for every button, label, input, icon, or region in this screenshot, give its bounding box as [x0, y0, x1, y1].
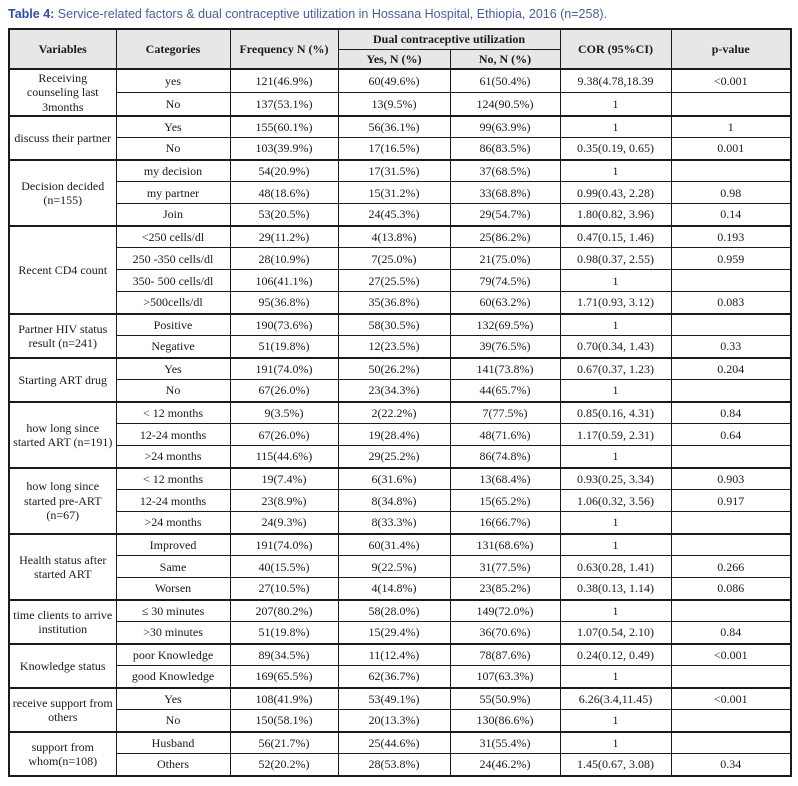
cor-cell: 1 [560, 160, 671, 182]
frequency-cell: 95(36.8%) [230, 292, 338, 314]
frequency-cell: 28(10.9%) [230, 248, 338, 270]
frequency-cell: 53(20.5%) [230, 204, 338, 226]
cor-cell: 1 [560, 92, 671, 115]
variable-cell: Receiving counseling last 3months [9, 69, 116, 115]
category-cell: No [116, 710, 230, 732]
variable-cell: Starting ART drug [9, 358, 116, 402]
category-cell: >500cells/dl [116, 292, 230, 314]
category-cell: 250 -350 cells/dl [116, 248, 230, 270]
category-cell: < 12 months [116, 402, 230, 424]
pvalue-cell [671, 314, 791, 336]
yes-cell: 13(9.5%) [338, 92, 450, 115]
yes-cell: 23(34.3%) [338, 380, 450, 402]
variable-cell: support from whom(n=108) [9, 732, 116, 776]
no-cell: 21(75.0%) [450, 248, 560, 270]
cor-cell: 1 [560, 710, 671, 732]
yes-cell: 60(49.6%) [338, 69, 450, 92]
table-row [9, 644, 791, 666]
no-cell: 60(63.2%) [450, 292, 560, 314]
table-row [9, 292, 791, 314]
cor-cell: 1.06(0.32, 3.56) [560, 490, 671, 512]
frequency-cell: 121(46.9%) [230, 69, 338, 92]
cor-cell: 1.07(0.54, 2.10) [560, 622, 671, 644]
pvalue-cell: 0.14 [671, 204, 791, 226]
category-cell: < 12 months [116, 468, 230, 490]
table-caption-text: Service-related factors & dual contraceptive utilization in Hossana Hospital, Ethiopia, 2016 (n=258). [54, 7, 608, 21]
cor-cell: 1 [560, 534, 671, 556]
yes-cell: 2(22.2%) [338, 402, 450, 424]
table-row [9, 226, 791, 248]
no-cell: 48(71.6%) [450, 424, 560, 446]
frequency-cell: 29(11.2%) [230, 226, 338, 248]
pvalue-cell: 0.84 [671, 622, 791, 644]
table-row [9, 578, 791, 600]
no-cell: 99(63.9%) [450, 116, 560, 138]
table-row [9, 468, 791, 490]
table-row [9, 424, 791, 446]
category-cell: Worsen [116, 578, 230, 600]
table-row [9, 248, 791, 270]
frequency-cell: 155(60.1%) [230, 116, 338, 138]
cor-cell: 0.47(0.15, 1.46) [560, 226, 671, 248]
no-cell: 23(85.2%) [450, 578, 560, 600]
yes-cell: 27(25.5%) [338, 270, 450, 292]
cor-cell: 0.63(0.28, 1.41) [560, 556, 671, 578]
pvalue-cell: 0.204 [671, 358, 791, 380]
table-row [9, 490, 791, 512]
cor-cell: 1 [560, 116, 671, 138]
variable-cell: Knowledge status [9, 644, 116, 688]
yes-cell: 8(33.3%) [338, 512, 450, 534]
table-row [9, 92, 791, 115]
table-row [9, 754, 791, 776]
header-pvalue: p-value [671, 29, 791, 69]
yes-cell: 58(28.0%) [338, 600, 450, 622]
cor-cell: 9.38(4.78,18.39 [560, 69, 671, 92]
pvalue-cell: <0.001 [671, 688, 791, 710]
yes-cell: 35(36.8%) [338, 292, 450, 314]
table-row [9, 182, 791, 204]
cor-cell: 1 [560, 732, 671, 754]
no-cell: 24(46.2%) [450, 754, 560, 776]
category-cell: 12-24 months [116, 490, 230, 512]
header-variables: Variables [9, 29, 116, 69]
cor-cell: 0.93(0.25, 3.34) [560, 468, 671, 490]
header-cor: COR (95%CI) [560, 29, 671, 69]
variable-cell: Partner HIV status result (n=241) [9, 314, 116, 358]
category-cell: Improved [116, 534, 230, 556]
frequency-cell: 150(58.1%) [230, 710, 338, 732]
category-cell: my decision [116, 160, 230, 182]
no-cell: 86(74.8%) [450, 446, 560, 468]
frequency-cell: 191(74.0%) [230, 358, 338, 380]
table-row [9, 138, 791, 160]
yes-cell: 17(31.5%) [338, 160, 450, 182]
category-cell: 350- 500 cells/dl [116, 270, 230, 292]
category-cell: <250 cells/dl [116, 226, 230, 248]
pvalue-cell: 0.64 [671, 424, 791, 446]
frequency-cell: 169(65.5%) [230, 666, 338, 688]
pvalue-cell: 0.917 [671, 490, 791, 512]
frequency-cell: 54(20.9%) [230, 160, 338, 182]
pvalue-cell [671, 666, 791, 688]
cor-cell: 0.35(0.19, 0.65) [560, 138, 671, 160]
cor-cell: 1.80(0.82, 3.96) [560, 204, 671, 226]
yes-cell: 60(31.4%) [338, 534, 450, 556]
frequency-cell: 89(34.5%) [230, 644, 338, 666]
category-cell: Yes [116, 116, 230, 138]
category-cell: Husband [116, 732, 230, 754]
yes-cell: 20(13.3%) [338, 710, 450, 732]
pvalue-cell: 0.98 [671, 182, 791, 204]
pvalue-cell [671, 732, 791, 754]
frequency-cell: 48(18.6%) [230, 182, 338, 204]
cor-cell: 1 [560, 600, 671, 622]
pvalue-cell: 0.84 [671, 402, 791, 424]
category-cell: good Knowledge [116, 666, 230, 688]
no-cell: 31(77.5%) [450, 556, 560, 578]
no-cell: 36(70.6%) [450, 622, 560, 644]
category-cell: yes [116, 69, 230, 92]
cor-cell: 0.38(0.13, 1.14) [560, 578, 671, 600]
cor-cell: 1 [560, 314, 671, 336]
variable-cell: discuss their partner [9, 116, 116, 160]
table-body [9, 69, 791, 775]
table-row [9, 732, 791, 754]
header-frequency: Frequency N (%) [230, 29, 338, 69]
no-cell: 132(69.5%) [450, 314, 560, 336]
yes-cell: 53(49.1%) [338, 688, 450, 710]
pvalue-cell [671, 600, 791, 622]
header-categories: Categories [116, 29, 230, 69]
yes-cell: 11(12.4%) [338, 644, 450, 666]
no-cell: 131(68.6%) [450, 534, 560, 556]
no-cell: 141(73.8%) [450, 358, 560, 380]
no-cell: 55(50.9%) [450, 688, 560, 710]
cor-cell: 1 [560, 380, 671, 402]
no-cell: 79(74.5%) [450, 270, 560, 292]
no-cell: 107(63.3%) [450, 666, 560, 688]
category-cell: my partner [116, 182, 230, 204]
cor-cell: 6.26(3.4,11.45) [560, 688, 671, 710]
category-cell: Join [116, 204, 230, 226]
pvalue-cell: 0.959 [671, 248, 791, 270]
no-cell: 25(86.2%) [450, 226, 560, 248]
pvalue-cell [671, 270, 791, 292]
category-cell: Same [116, 556, 230, 578]
pvalue-cell [671, 446, 791, 468]
cor-cell: 1.17(0.59, 2.31) [560, 424, 671, 446]
table-row [9, 160, 791, 182]
variable-cell: how long since started ART (n=191) [9, 402, 116, 468]
frequency-cell: 23(8.9%) [230, 490, 338, 512]
category-cell: >24 months [116, 446, 230, 468]
pvalue-cell: 0.34 [671, 754, 791, 776]
category-cell: No [116, 92, 230, 115]
yes-cell: 7(25.0%) [338, 248, 450, 270]
table-row [9, 116, 791, 138]
table-row [9, 358, 791, 380]
no-cell: 16(66.7%) [450, 512, 560, 534]
table-row [9, 204, 791, 226]
pvalue-cell: 0.266 [671, 556, 791, 578]
table-caption-label: Table 4: [8, 7, 55, 21]
frequency-cell: 52(20.2%) [230, 754, 338, 776]
pvalue-cell: 0.001 [671, 138, 791, 160]
cor-cell: 0.70(0.34, 1.43) [560, 336, 671, 358]
header-yes: Yes, N (%) [338, 49, 450, 69]
pvalue-cell: 0.083 [671, 292, 791, 314]
variable-cell: how long since started pre-ART (n=67) [9, 468, 116, 534]
table-row [9, 402, 791, 424]
no-cell: 33(68.8%) [450, 182, 560, 204]
category-cell: ≤ 30 minutes [116, 600, 230, 622]
category-cell: Positive [116, 314, 230, 336]
frequency-cell: 67(26.0%) [230, 380, 338, 402]
cor-cell: 1 [560, 666, 671, 688]
table-row [9, 512, 791, 534]
table-header [9, 29, 791, 69]
yes-cell: 9(22.5%) [338, 556, 450, 578]
no-cell: 37(68.5%) [450, 160, 560, 182]
no-cell: 86(83.5%) [450, 138, 560, 160]
yes-cell: 15(31.2%) [338, 182, 450, 204]
cor-cell: 0.98(0.37, 2.55) [560, 248, 671, 270]
category-cell: >24 months [116, 512, 230, 534]
yes-cell: 12(23.5%) [338, 336, 450, 358]
cor-cell: 1.71(0.93, 3.12) [560, 292, 671, 314]
variable-cell: Decision decided (n=155) [9, 160, 116, 226]
yes-cell: 17(16.5%) [338, 138, 450, 160]
frequency-cell: 56(21.7%) [230, 732, 338, 754]
no-cell: 13(68.4%) [450, 468, 560, 490]
yes-cell: 19(28.4%) [338, 424, 450, 446]
yes-cell: 58(30.5%) [338, 314, 450, 336]
yes-cell: 56(36.1%) [338, 116, 450, 138]
table-row [9, 600, 791, 622]
data-table [8, 28, 792, 776]
no-cell: 130(86.6%) [450, 710, 560, 732]
table-row [9, 556, 791, 578]
category-cell: 12-24 months [116, 424, 230, 446]
no-cell: 7(77.5%) [450, 402, 560, 424]
yes-cell: 8(34.8%) [338, 490, 450, 512]
pvalue-cell: 0.33 [671, 336, 791, 358]
table-row [9, 666, 791, 688]
frequency-cell: 191(74.0%) [230, 534, 338, 556]
yes-cell: 4(14.8%) [338, 578, 450, 600]
cor-cell: 1 [560, 446, 671, 468]
yes-cell: 4(13.8%) [338, 226, 450, 248]
frequency-cell: 207(80.2%) [230, 600, 338, 622]
no-cell: 61(50.4%) [450, 69, 560, 92]
yes-cell: 15(29.4%) [338, 622, 450, 644]
yes-cell: 25(44.6%) [338, 732, 450, 754]
table-row [9, 534, 791, 556]
category-cell: No [116, 380, 230, 402]
pvalue-cell: 0.903 [671, 468, 791, 490]
frequency-cell: 108(41.9%) [230, 688, 338, 710]
category-cell: poor Knowledge [116, 644, 230, 666]
yes-cell: 50(26.2%) [338, 358, 450, 380]
no-cell: 15(65.2%) [450, 490, 560, 512]
category-cell: Yes [116, 688, 230, 710]
cor-cell: 1.45(0.67, 3.08) [560, 754, 671, 776]
pvalue-cell [671, 512, 791, 534]
pvalue-cell [671, 92, 791, 115]
pvalue-cell [671, 534, 791, 556]
yes-cell: 29(25.2%) [338, 446, 450, 468]
table-row [9, 710, 791, 732]
frequency-cell: 51(19.8%) [230, 336, 338, 358]
frequency-cell: 24(9.3%) [230, 512, 338, 534]
yes-cell: 28(53.8%) [338, 754, 450, 776]
table-row [9, 69, 791, 92]
variable-cell: Recent CD4 count [9, 226, 116, 314]
table-caption [8, 6, 790, 22]
pvalue-cell: 0.086 [671, 578, 791, 600]
yes-cell: 24(45.3%) [338, 204, 450, 226]
frequency-cell: 19(7.4%) [230, 468, 338, 490]
variable-cell: receive support from others [9, 688, 116, 732]
header-no: No, N (%) [450, 49, 560, 69]
frequency-cell: 27(10.5%) [230, 578, 338, 600]
no-cell: 44(65.7%) [450, 380, 560, 402]
pvalue-cell: <0.001 [671, 644, 791, 666]
variable-cell: Health status after started ART [9, 534, 116, 600]
no-cell: 124(90.5%) [450, 92, 560, 115]
frequency-cell: 106(41.1%) [230, 270, 338, 292]
no-cell: 149(72.0%) [450, 600, 560, 622]
category-cell: Others [116, 754, 230, 776]
no-cell: 31(55.4%) [450, 732, 560, 754]
frequency-cell: 190(73.6%) [230, 314, 338, 336]
frequency-cell: 137(53.1%) [230, 92, 338, 115]
frequency-cell: 51(19.8%) [230, 622, 338, 644]
pvalue-cell: 0.193 [671, 226, 791, 248]
table-row [9, 380, 791, 402]
cor-cell: 1 [560, 270, 671, 292]
no-cell: 39(76.5%) [450, 336, 560, 358]
cor-cell: 0.67(0.37, 1.23) [560, 358, 671, 380]
yes-cell: 62(36.7%) [338, 666, 450, 688]
frequency-cell: 67(26.0%) [230, 424, 338, 446]
frequency-cell: 103(39.9%) [230, 138, 338, 160]
category-cell: Yes [116, 358, 230, 380]
frequency-cell: 40(15.5%) [230, 556, 338, 578]
category-cell: >30 minutes [116, 622, 230, 644]
header-dual-utilization: Dual contraceptive utilization [338, 29, 560, 49]
pvalue-cell [671, 710, 791, 732]
pvalue-cell [671, 160, 791, 182]
frequency-cell: 115(44.6%) [230, 446, 338, 468]
no-cell: 29(54.7%) [450, 204, 560, 226]
table-row [9, 688, 791, 710]
cor-cell: 0.85(0.16, 4.31) [560, 402, 671, 424]
variable-cell: time clients to arrive institution [9, 600, 116, 644]
cor-cell: 1 [560, 512, 671, 534]
category-cell: No [116, 138, 230, 160]
table-row [9, 336, 791, 358]
table-row [9, 270, 791, 292]
pvalue-cell: 1 [671, 116, 791, 138]
pvalue-cell [671, 380, 791, 402]
no-cell: 78(87.6%) [450, 644, 560, 666]
category-cell: Negative [116, 336, 230, 358]
cor-cell: 0.99(0.43, 2.28) [560, 182, 671, 204]
table-row [9, 622, 791, 644]
frequency-cell: 9(3.5%) [230, 402, 338, 424]
yes-cell: 6(31.6%) [338, 468, 450, 490]
table-row [9, 314, 791, 336]
pvalue-cell: <0.001 [671, 69, 791, 92]
header-row-1 [9, 29, 791, 49]
table-row [9, 446, 791, 468]
cor-cell: 0.24(0.12, 0.49) [560, 644, 671, 666]
